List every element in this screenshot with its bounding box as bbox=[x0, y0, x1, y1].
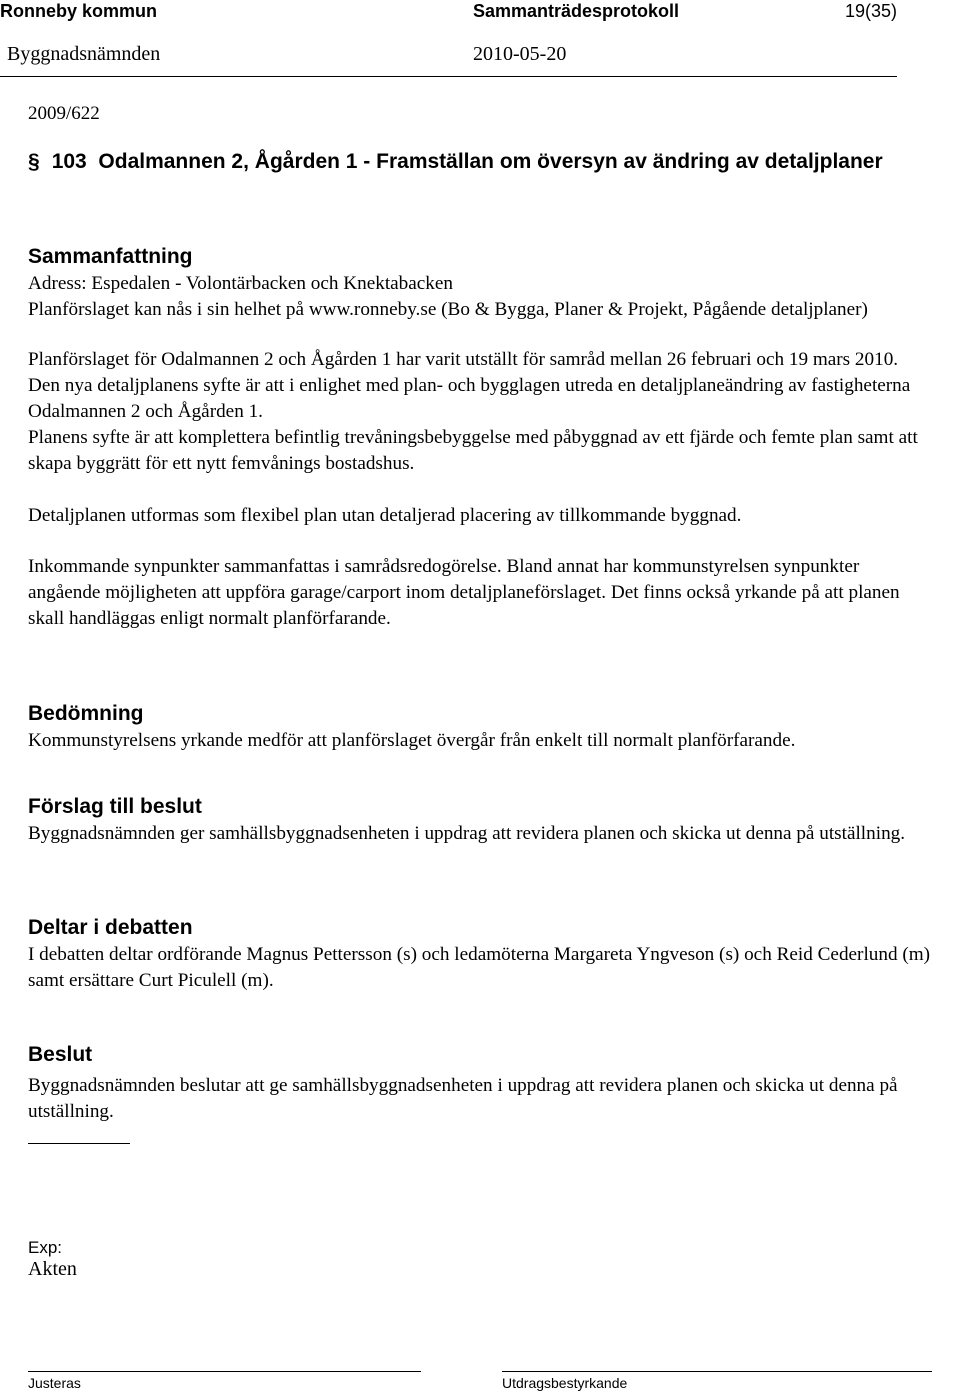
heading-bedomning: Bedömning bbox=[28, 702, 144, 725]
title-number: 103 bbox=[51, 150, 87, 173]
header-org: Ronneby kommun bbox=[0, 1, 158, 21]
summary-link-text: Planförslaget kan nås i sin helhet på www.ronneby.se (Bo & Bygga, Planer & Projekt, Pågående detaljplaner) bbox=[28, 299, 868, 320]
case-reference: 2009/622 bbox=[28, 103, 100, 124]
signature-line bbox=[28, 1143, 130, 1144]
paragraph-sign: § bbox=[28, 150, 40, 173]
heading-debatt: Deltar i debatten bbox=[28, 916, 193, 939]
page-number: 19(35) bbox=[844, 1, 897, 21]
expedition-recipient: Akten bbox=[28, 1258, 77, 1280]
header-date: 2010-05-20 bbox=[473, 43, 567, 65]
expedition-label: Exp: bbox=[28, 1238, 63, 1257]
debatt-text: I debatten deltar ordförande Magnus Pettersson (s) och ledamöterna Margareta Yngveson (s) och Reid Cederlund (m) samt ersättare Curt Piculell (m). bbox=[28, 944, 931, 991]
beslut-text: Byggnadsnämnden beslutar att ge samhällsbyggnadsenheten i uppdrag att revidera planen och skicka ut denna på utställning. bbox=[28, 1075, 898, 1122]
summary-synpunkter: Inkommande synpunkter sammanfattas i samrådsredogörelse. Bland annat har kommunstyrelsen synpunkter angående möjligheten att uppföra garage/carport inom detaljplaneförslaget. Det finns också yrkande på att planen skall handläggas enligt normalt planförfarande. bbox=[28, 556, 900, 629]
page-title bbox=[28, 148, 928, 175]
header-doc-type: Sammanträdesprotokoll bbox=[473, 1, 680, 21]
header-divider bbox=[0, 76, 897, 77]
heading-forslag: Förslag till beslut bbox=[28, 795, 202, 818]
summary-purpose: Planens syfte är att komplettera befintlig trevåningsbebyggelse med påbyggnad av ett fjärde och femte plan samt att skapa byggrätt för ett nytt femvånings bostadshus. bbox=[28, 427, 918, 474]
forslag-text: Byggnadsnämnden ger samhällsbyggnadsenheten i uppdrag att revidera planen och skicka ut denna på utställning. bbox=[28, 823, 906, 844]
summary-flexible-plan: Detaljplanen utformas som flexibel plan utan detaljerad placering av tillkommande byggnad. bbox=[28, 505, 742, 526]
footer-utdrag-line bbox=[502, 1371, 932, 1372]
header-committee: Byggnadsnämnden bbox=[7, 43, 161, 65]
summary-address: Adress: Espedalen - Volontärbacken och Knektabacken bbox=[28, 273, 453, 294]
bedomning-text: Kommunstyrelsens yrkande medför att planförslaget övergår från enkelt till normalt planförfarande. bbox=[28, 730, 796, 751]
footer-utdragsbestyrkande: Utdragsbestyrkande bbox=[502, 1375, 628, 1391]
footer-justeras-line bbox=[28, 1371, 421, 1372]
heading-sammanfattning: Sammanfattning bbox=[28, 245, 193, 268]
title-text: Odalmannen 2, Ågården 1 - Framställan om översyn av ändring av detaljplaner bbox=[98, 150, 883, 173]
summary-consultation: Planförslaget för Odalmannen 2 och Ågården 1 har varit utställt för samråd mellan 26 februari och 19 mars 2010. Den nya detaljplanens syfte är att i enlighet med plan- och bygglagen utreda en detaljplaneändring av fastigheterna Odalmannen 2 och Ågården 1. bbox=[28, 349, 911, 422]
heading-beslut: Beslut bbox=[28, 1043, 93, 1066]
footer-justeras: Justeras bbox=[28, 1375, 81, 1391]
